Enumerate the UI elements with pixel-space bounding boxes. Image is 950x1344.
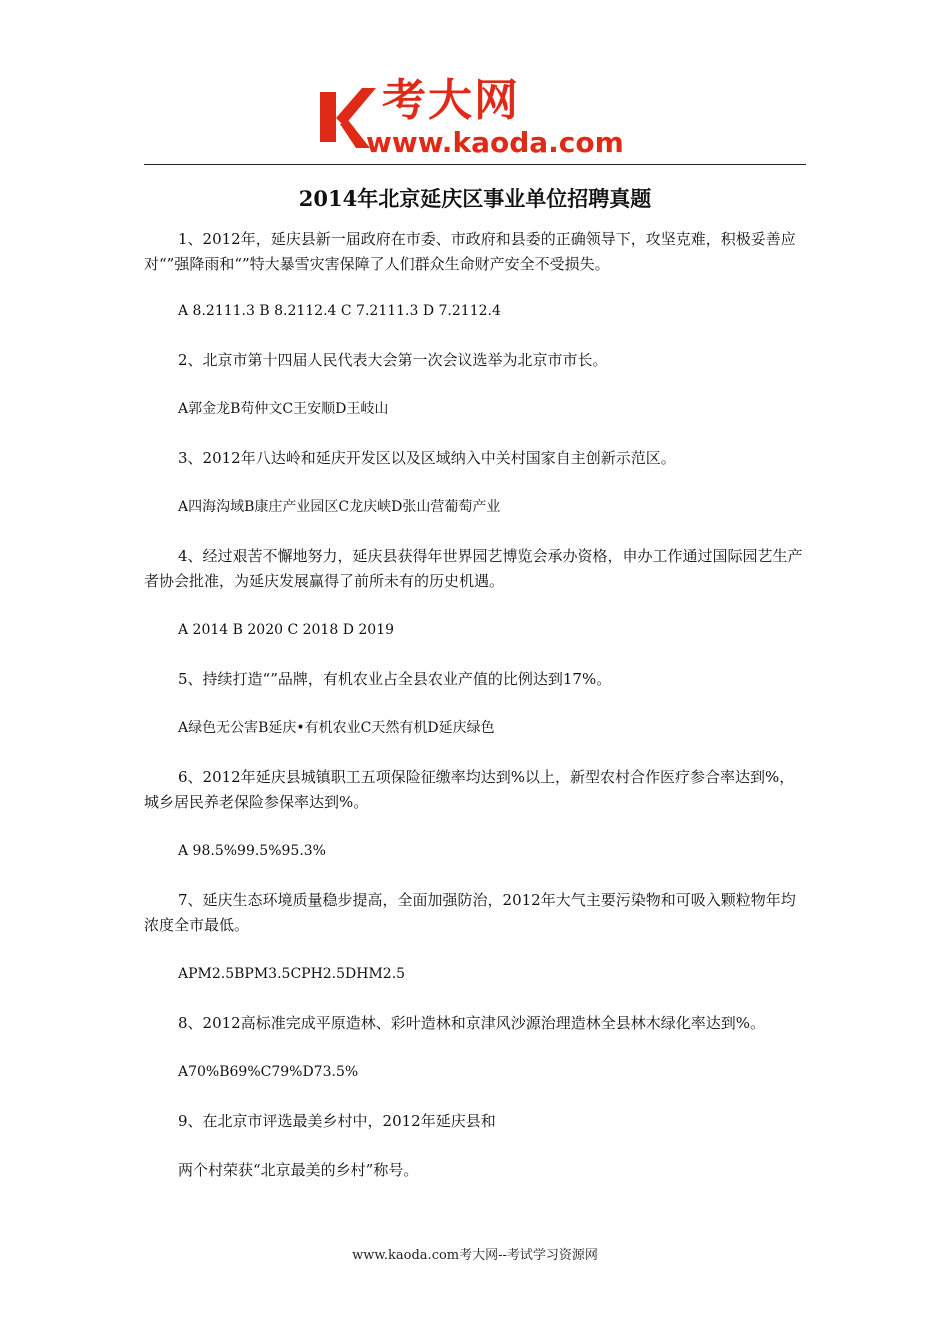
question-3-options: A四海沟域B康庄产业园区C龙庆峡D张山营葡萄产业 bbox=[178, 499, 501, 515]
question-4-text: 4、经过艰苦不懈地努力，延庆县获得年世界园艺博览会承办资格，申办工作通过国际园艺生产者协会批准，为延庆发展赢得了前所未有的历史机遇。 bbox=[144, 547, 803, 590]
question-list bbox=[144, 227, 806, 1183]
question-9-text: 9、在北京市评选最美乡村中，2012年延庆县和 bbox=[178, 1112, 496, 1130]
question-1-text: 1、2012年，延庆县新一届政府在市委、市政府和县委的正确领导下，攻坚克难，积极妥善应对“”强降雨和“”特大暴雪灾害保障了人们群众生命财产安全不受损失。 bbox=[144, 230, 796, 273]
question-6-text: 6、2012年延庆县城镇职工五项保险征缴率均达到%以上，新型农村合作医疗参合率达到%，城乡居民养老保险参保率达到%。 bbox=[144, 768, 795, 811]
kaoda-logo bbox=[318, 75, 648, 160]
question-5-text: 5、持续打造“”品牌，有机农业占全县农业产值的比例达到17%。 bbox=[178, 670, 612, 688]
question-5-options: A绿色无公害B延庆•有机农业C天然有机D延庆绿色 bbox=[178, 720, 495, 736]
question-7-options: APM2.5BPM3.5CPH2.5DHM2.5 bbox=[178, 966, 406, 982]
question-8-options: A70%B69%C79%D73.5% bbox=[178, 1064, 359, 1080]
question-8-text: 8、2012高标准完成平原造林、彩叶造林和京津风沙源治理造林全县林木绿化率达到%。 bbox=[178, 1014, 765, 1032]
question-2-options: A郭金龙B苟仲文C王安顺D王岐山 bbox=[178, 401, 389, 417]
question-1-options: A 8.2111.3 B 8.2112.4 C 7.2111.3 D 7.2112.4 bbox=[178, 303, 501, 319]
question-4-options: A 2014 B 2020 C 2018 D 2019 bbox=[178, 622, 395, 638]
question-6-options: A 98.5%99.5%95.3% bbox=[178, 843, 326, 859]
logo-brand-chinese: 考大网 bbox=[382, 75, 520, 126]
page-footer: www.kaoda.com考大网--考试学习资源网 bbox=[352, 1248, 598, 1263]
question-7-text: 7、延庆生态环境质量稳步提高，全面加强防治，2012年大气主要污染物和可吸入颗粒物年均浓度全市最低。 bbox=[144, 891, 796, 934]
question-3-text: 3、2012年八达岭和延庆开发区以及区域纳入中关村国家自主创新示范区。 bbox=[178, 449, 676, 467]
question-2-text: 2、北京市第十四届人民代表大会第一次会议选举为北京市市长。 bbox=[178, 351, 608, 369]
header-divider bbox=[144, 164, 806, 165]
question-9-continuation: 两个村荣获“北京最美的乡村”称号。 bbox=[178, 1161, 419, 1179]
page-title: 2014年北京延庆区事业单位招聘真题 bbox=[298, 186, 652, 211]
logo-brand-url: www.kaoda.com bbox=[366, 126, 624, 159]
